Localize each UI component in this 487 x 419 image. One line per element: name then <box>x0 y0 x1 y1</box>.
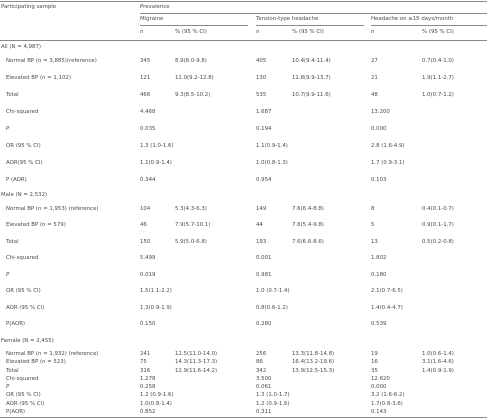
migraine-n-cell: 1.5(1.1-2.2) <box>140 288 172 295</box>
table-top-rule <box>0 1 487 2</box>
migraine-pct-cell: 14.3(11.3-17.3) <box>175 359 218 366</box>
tension-n-cell: 1.1(0.9-1.4) <box>256 143 288 149</box>
headache15-n-cell: 3.2 (1.6-6.2) <box>371 392 405 399</box>
row-label: Normal BP (n = 1,932) (reference) <box>6 351 99 357</box>
row-label: P (AOR) <box>6 177 27 183</box>
prevalence-underline <box>140 13 487 14</box>
migraine-n-cell: 46 <box>140 222 147 229</box>
headache15-n-cell: 12.620 <box>371 375 390 382</box>
prevalence-header: Prevalence <box>140 4 170 10</box>
headache15-pct-cell: 0.9(0.1-1.7) <box>422 222 454 229</box>
headache15-n-cell: 16 <box>371 359 378 366</box>
migraine-pct-header: % (95 % CI) <box>175 29 207 35</box>
headache15-n-cell: 0.180 <box>371 271 387 278</box>
headache15-n-cell: 1.4(0.4-4.7) <box>371 304 403 311</box>
tension-n-cell: 149 <box>256 206 267 212</box>
migraine-n-cell: 121 <box>140 75 151 81</box>
row-label: AOR(95 % CI) <box>6 160 43 166</box>
headache15-pct-cell: 1.0(0.6-1.4) <box>422 351 454 357</box>
group-header-migraine: Migraine <box>140 16 164 22</box>
tension-n-cell: 130 <box>256 75 267 81</box>
migraine-pct-cell: 5.9(5.0-6.8) <box>175 238 207 245</box>
row-label: AOR (95 % CI) <box>6 304 45 311</box>
tension-n-cell: 86 <box>256 359 263 366</box>
migraine-n-header: n <box>140 29 144 35</box>
row-label: Total <box>6 367 19 374</box>
headache15-n-cell: 2.1(0.7-6.5) <box>371 288 403 295</box>
row-label: Chi-squared <box>6 375 39 382</box>
headache15-n-cell: 0.000 <box>371 126 387 132</box>
migraine-n-cell: 1.0(0.8-1.4) <box>140 400 172 407</box>
tension-pct-cell: 11.8(9.9-13.7) <box>292 75 331 81</box>
tension-n-cell: 1.0 (0.7-1.4) <box>256 288 290 295</box>
migraine-n-cell: 1.1(0.9-1.4) <box>140 160 172 166</box>
row-label: AOR (95 % CI) <box>6 400 45 407</box>
headache15-pct-cell: 3.1(1.6-4.6) <box>422 359 454 366</box>
section-title: Male (N = 2,532) <box>1 192 48 198</box>
migraine-n-cell: 0.035 <box>140 126 156 132</box>
tension-n-cell: 1.687 <box>256 109 272 115</box>
headache15-pct-cell: 1.9(1.1-2.7) <box>422 75 454 81</box>
tension-n-cell: 0.061 <box>256 384 272 391</box>
tension-n-cell: 405 <box>256 58 267 64</box>
migraine-n-cell: 1.278 <box>140 375 156 382</box>
migraine-n-cell: 104 <box>140 206 151 212</box>
tension-n-cell: 1.2 (0.9-1.6) <box>256 400 290 407</box>
tension-pct-cell: 10.4(9.4-11.4) <box>292 58 331 64</box>
row-label: Elevated BP (n = 523) <box>6 359 66 366</box>
tension-pct-cell: 7.6(6.6-8.6) <box>292 238 324 245</box>
headache15-n-cell: 21 <box>371 75 378 81</box>
migraine-pct-cell: 12.9(11.6-14.2) <box>175 367 218 374</box>
migraine-n-cell: 150 <box>140 238 151 245</box>
headache15-pct-header: % (95 % CI) <box>422 29 454 35</box>
row-label: P <box>6 126 10 132</box>
tension-n-cell: 1.3 (1.0-1.7) <box>256 392 290 399</box>
section-title: All (N = 4,987) <box>1 44 42 50</box>
tension-n-cell: 342 <box>256 367 267 374</box>
row-label: Total <box>6 238 19 245</box>
tension-n-cell: 0.311 <box>256 409 272 415</box>
section-title: Female (N = 2,455) <box>1 338 54 344</box>
group-header-tension: Tension-type headache <box>256 16 319 22</box>
headache15-n-header: n <box>371 29 375 35</box>
tension-n-cell: 44 <box>256 222 263 229</box>
participating-sample-header: Participating sample <box>1 4 57 10</box>
headache15-n-cell: 1.802 <box>371 255 387 262</box>
row-label: Total <box>6 92 19 98</box>
headache15-n-cell: 2.8 (1.6-4.9) <box>371 143 405 149</box>
row-label: OR (95 % CI) <box>6 143 41 149</box>
row-label: Chi-squared <box>6 255 39 262</box>
tension-pct-cell: 16.4(13.2-19.6) <box>292 359 335 366</box>
tension-n-cell: 535 <box>256 92 267 98</box>
migraine-n-cell: 0.019 <box>140 271 156 278</box>
headache15-pct-cell: 0.4(0.1-0.7) <box>422 206 454 212</box>
headache15-n-cell: 5 <box>371 222 375 229</box>
table-bottom-rule <box>0 417 487 418</box>
migraine-underline <box>140 25 248 26</box>
headache15-n-cell: 8 <box>371 206 375 212</box>
row-label: P <box>6 271 10 278</box>
headache15-pct-cell: 0.5(0.2-0.8) <box>422 238 454 245</box>
migraine-pct-cell: 12.5(11.0-14.0) <box>175 351 218 357</box>
headache15-n-cell: 1.7 (0.9-3.1) <box>371 160 405 166</box>
tension-n-cell: 0.280 <box>256 321 272 327</box>
tension-n-cell: 0.001 <box>256 255 272 262</box>
headache15-n-cell: 13 <box>371 238 378 245</box>
headache15-n-cell: 1.7(0.8-3.6) <box>371 400 403 407</box>
headache15-n-cell: 0.539 <box>371 321 387 327</box>
row-label: P <box>6 384 10 391</box>
tension-n-header: n <box>256 29 260 35</box>
row-label: Normal BP (n = 1,953) (reference) <box>6 206 99 212</box>
row-label: Chi-squared <box>6 109 39 115</box>
tension-pct-header: % (95 % CI) <box>292 29 324 35</box>
migraine-n-cell: 0.344 <box>140 177 156 183</box>
tension-n-cell: 0.981 <box>256 271 272 278</box>
tension-n-cell: 1.0(0.8-1.3) <box>256 160 288 166</box>
tension-n-cell: 256 <box>256 351 267 357</box>
migraine-n-cell: 0.150 <box>140 321 156 327</box>
migraine-n-cell: 1.3(0.9-1.9) <box>140 304 172 311</box>
tension-pct-cell: 13.3(11.8-14.8) <box>292 351 335 357</box>
headache15-pct-cell: 1.4(0.9-1.9) <box>422 367 454 374</box>
migraine-pct-cell: 11.0(9.2-12.8) <box>175 75 214 81</box>
migraine-pct-cell: 5.3(4.3-6.3) <box>175 206 207 212</box>
headache15-n-cell: 27 <box>371 58 378 64</box>
headache15-n-cell: 48 <box>371 92 378 98</box>
headache15-n-cell: 19 <box>371 351 378 357</box>
migraine-n-cell: 0.258 <box>140 384 156 391</box>
migraine-n-cell: 316 <box>140 367 151 374</box>
migraine-pct-cell: 7.9(5.7-10.1) <box>175 222 211 229</box>
headache15-n-cell: 0.143 <box>371 409 387 415</box>
headache15-n-cell: 0.103 <box>371 177 387 183</box>
row-label: Elevated BP (n = 1,102) <box>6 75 71 81</box>
row-label: P(AOR) <box>6 409 26 415</box>
tension-pct-cell: 13.9(12.5-15.3) <box>292 367 335 374</box>
headache15-n-cell: 35 <box>371 367 378 374</box>
migraine-n-cell: 1.3 (1.0-1.6) <box>140 143 174 149</box>
group-header-headache15: Headache on ≥15 days/month <box>371 16 454 22</box>
row-label: OR (95 % CI) <box>6 392 41 399</box>
row-label: Elevated BP (n = 579) <box>6 222 66 229</box>
migraine-n-cell: 5.499 <box>140 255 156 262</box>
migraine-n-cell: 4.468 <box>140 109 156 115</box>
tension-underline <box>256 25 364 26</box>
headache15-n-cell: 13.200 <box>371 109 390 115</box>
tension-n-cell: 3.500 <box>256 375 272 382</box>
migraine-pct-cell: 9.3(8.5-10.2) <box>175 92 211 98</box>
tension-n-cell: 0.194 <box>256 126 272 132</box>
migraine-n-cell: 466 <box>140 92 151 98</box>
tension-n-cell: 193 <box>256 238 267 245</box>
migraine-pct-cell: 8.9(8.0-9.8) <box>175 58 207 64</box>
headache15-pct-cell: 0.7(0.4-1.0) <box>422 58 454 64</box>
migraine-n-cell: 75 <box>140 359 147 366</box>
headache15-n-cell: 0.000 <box>371 384 387 391</box>
row-label: OR (95 % CI) <box>6 288 41 295</box>
migraine-n-cell: 0.852 <box>140 409 156 415</box>
tension-pct-cell: 7.6(5.4-9.8) <box>292 222 324 229</box>
tension-n-cell: 0.8(0.6-1.2) <box>256 304 288 311</box>
row-label: P(AOR) <box>6 321 26 327</box>
tension-pct-cell: 10.7(9.9-11.6) <box>292 92 331 98</box>
migraine-n-cell: 241 <box>140 351 151 357</box>
tension-n-cell: 0.954 <box>256 177 272 183</box>
row-label: Normal BP (n = 3,885)(reference) <box>6 58 97 64</box>
header-bottom-rule <box>0 40 487 41</box>
headache15-underline <box>371 25 487 26</box>
migraine-n-cell: 345 <box>140 58 151 64</box>
headache15-pct-cell: 1.0(0.7-1.2) <box>422 92 454 98</box>
tension-pct-cell: 7.6(6.4-8.8) <box>292 206 324 212</box>
migraine-n-cell: 1.2 (0.9-1.6) <box>140 392 174 399</box>
